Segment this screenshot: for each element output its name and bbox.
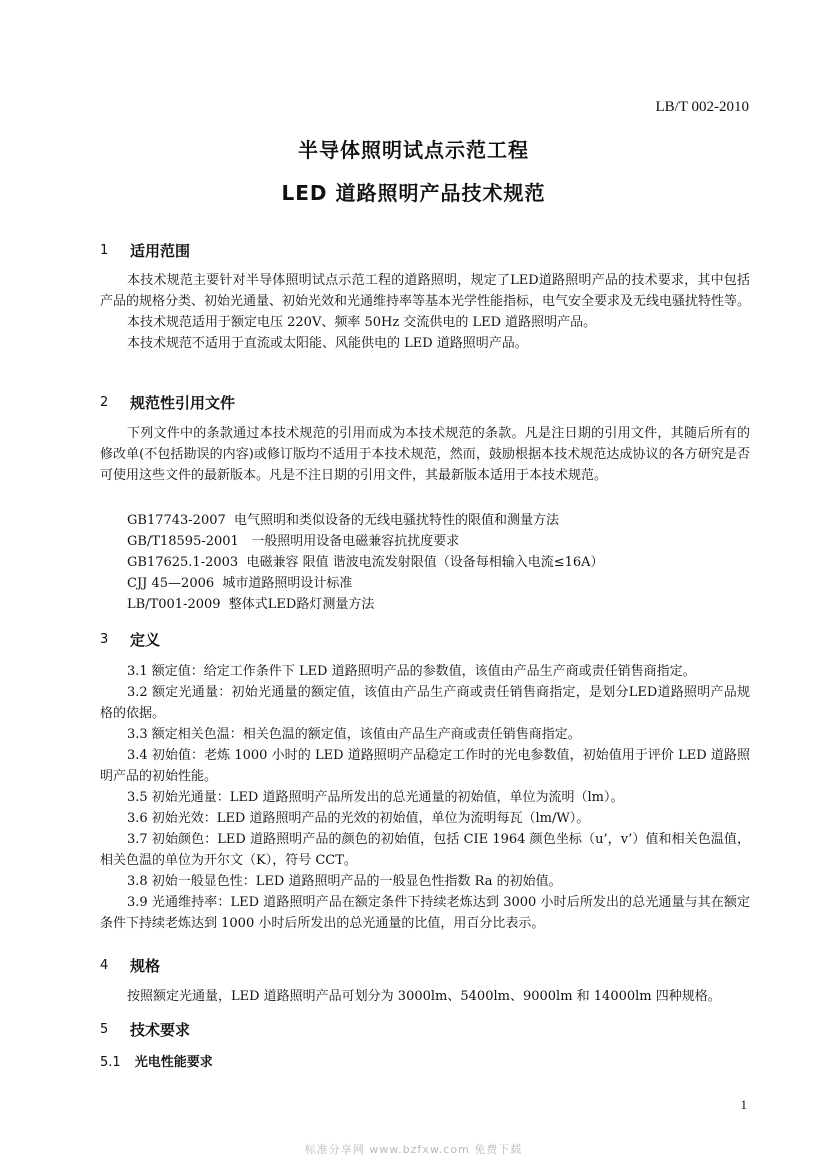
section-1-body bbox=[100, 270, 750, 354]
subsection-5-1-number: 5.1 bbox=[100, 1055, 121, 1070]
section-1-para-2: 本技术规范适用于额定电压 220V、频率 50Hz 交流供电的 LED 道路照明产品。 bbox=[127, 315, 597, 330]
section-3-heading: 定义 bbox=[130, 631, 161, 649]
reference-item: CJJ 45—2006 城市道路照明设计标准 bbox=[127, 576, 353, 591]
section-2-intro-text: 下列文件中的条款通过本技术规范的引用而成为本技术规范的条款。凡是注日期的引用文件，其随后所有的修改单(不包括勘误的内容)或修订版均不适用于本技术规范，然而，鼓励根据本技术规范达成协议的各方研究是否可使用这些文件的最新版本。凡是不注日期的引用文件，其最新版本适用于本技术规范。 bbox=[100, 426, 750, 483]
section-2-number: 2 bbox=[100, 395, 109, 410]
section-1-number: 1 bbox=[100, 243, 109, 258]
definition-item: 3.1 额定值：给定工作条件下 LED 道路照明产品的参数值，该值由产品生产商或责任销售商指定。 bbox=[127, 664, 696, 679]
definition-item: 3.4 初始值：老炼 1000 小时的 LED 道路照明产品稳定工作时的光电参数值，初始值用于评价 LED 道路照明产品的初始性能。 bbox=[100, 748, 750, 784]
section-4-body bbox=[100, 986, 750, 1007]
reference-list bbox=[127, 510, 604, 615]
definition-item: 3.6 初始光效：LED 道路照明产品的光效的初始值，单位为流明每瓦（lm/W）。 bbox=[127, 811, 590, 826]
definition-item: 3.2 额定光通量：初始光通量的额定值，该值由产品生产商或责任销售商指定，是划分LED道路照明产品规格的依据。 bbox=[100, 685, 750, 721]
section-4-number: 4 bbox=[100, 958, 109, 973]
definition-item: 3.9 光通维持率：LED 道路照明产品在额定条件下持续老炼达到 3000 小时后所发出的总光通量与其在额定条件下持续老炼达到 1000 小时后所发出的总光通量的比值，用百分比表示。 bbox=[100, 895, 750, 931]
reference-item: GB17743-2007 电气照明和类似设备的无线电骚扰特性的限值和测量方法 bbox=[127, 513, 560, 528]
subsection-5-1 bbox=[100, 1051, 213, 1070]
page-number: 1 bbox=[740, 1097, 747, 1112]
section-3-body bbox=[100, 661, 750, 934]
section-3-number: 3 bbox=[100, 632, 109, 647]
section-4-heading: 规格 bbox=[130, 957, 161, 975]
definition-item: 3.3 额定相关色温：相关色温的额定值，该值由产品生产商或责任销售商指定。 bbox=[127, 727, 581, 742]
subsection-5-1-title: 光电性能要求 bbox=[134, 1055, 213, 1070]
doc-title-line2: LED 道路照明产品技术规范 bbox=[281, 181, 546, 205]
section-2-intro bbox=[100, 423, 750, 486]
definition-item: 3.7 初始颜色：LED 道路照明产品的颜色的初始值，包括 CIE 1964 颜色坐标（u’，v’）值和相关色温值，相关色温的单位为开尔文（K），符号 CCT。 bbox=[100, 832, 750, 868]
definition-item: 3.5 初始光通量：LED 道路照明产品所发出的总光通量的初始值，单位为流明（lm）。 bbox=[127, 790, 624, 805]
reference-item: LB/T001-2009 整体式LED路灯测量方法 bbox=[127, 597, 375, 612]
reference-item: GB/T18595-2001 一般照明用设备电磁兼容抗扰度要求 bbox=[127, 534, 460, 549]
watermark-footer: 标准分享网 www.bzfxw.com 免费下载 bbox=[304, 1143, 523, 1156]
section-1-para-1: 本技术规范主要针对半导体照明试点示范工程的道路照明，规定了LED道路照明产品的技术要求，其中包括产品的规格分类、初始光通量、初始光效和光通维持率等基本光学性能指标，电气安全要求及无线电骚扰特性等。 bbox=[100, 273, 751, 309]
reference-item: GB17625.1-2003 电磁兼容 限值 谐波电流发射限值（设备每相输入电流≤16A） bbox=[127, 555, 604, 570]
section-1-heading: 适用范围 bbox=[130, 242, 191, 260]
section-2-heading: 规范性引用文件 bbox=[130, 394, 236, 412]
section-5-number: 5 bbox=[100, 1022, 109, 1037]
doc-title-line1: 半导体照明试点示范工程 bbox=[298, 138, 529, 162]
definition-item: 3.8 初始一般显色性：LED 道路照明产品的一般显色性指数 Ra 的初始值。 bbox=[127, 874, 562, 889]
section-1-para-3: 本技术规范不适用于直流或太阳能、风能供电的 LED 道路照明产品。 bbox=[127, 336, 528, 351]
section-4-para: 按照额定光通量，LED 道路照明产品可划分为 3000lm、5400lm、9000lm 和 14000lm 四种规格。 bbox=[127, 989, 721, 1004]
section-5-heading: 技术要求 bbox=[130, 1021, 191, 1039]
standard-code: LB/T 002-2010 bbox=[655, 99, 749, 115]
